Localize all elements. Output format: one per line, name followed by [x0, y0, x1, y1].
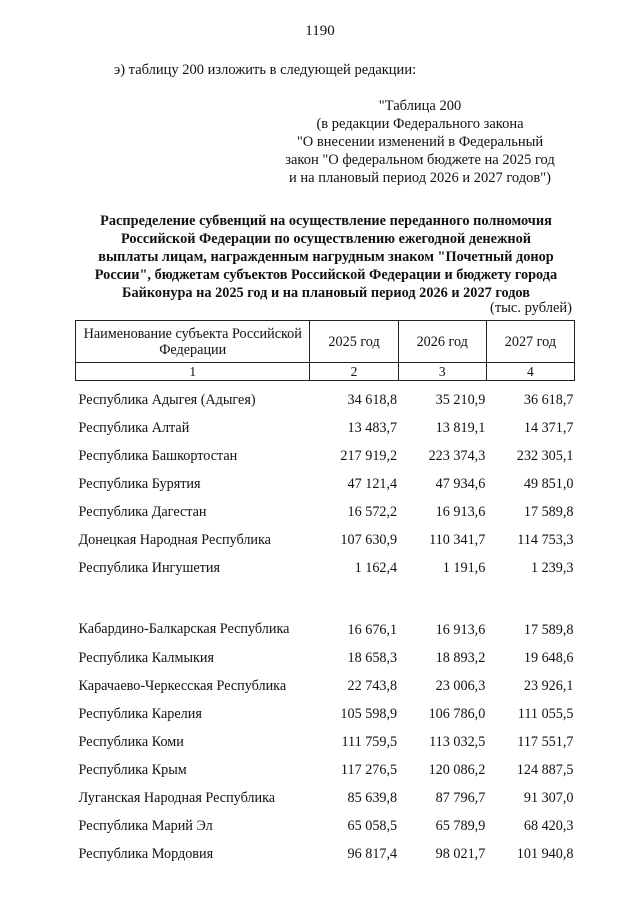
amount-cell: 16 676,1	[347, 622, 398, 638]
title-line: Российской Федерации по осуществлению ежегодной денежной	[120, 231, 532, 247]
region-name-cell: Республика Марий Эл	[78, 818, 213, 834]
table-header-row	[76, 321, 575, 363]
annex-line: "О внесении изменений в Федеральный	[296, 134, 544, 150]
table-row	[76, 554, 575, 582]
title-line: Распределение субвенций на осуществление переданного полномочия	[100, 213, 552, 229]
region-name-cell: Донецкая Народная Республика	[78, 532, 271, 548]
amount-cell: 1 162,4	[354, 560, 398, 576]
amount-cell: 1 191,6	[442, 560, 486, 576]
amount-cell: 106 786,0	[428, 706, 486, 722]
instruction-text: э) таблицу 200 изложить в следующей редакции:	[114, 62, 417, 78]
amount-cell: 96 817,4	[347, 846, 398, 862]
table-row	[76, 812, 575, 840]
amount-cell: 117 276,5	[340, 762, 398, 778]
table-row	[76, 644, 575, 672]
page-number: 1190	[305, 23, 335, 39]
table-row	[76, 672, 575, 700]
amount-cell: 16 913,6	[435, 504, 486, 520]
amount-cell: 13 819,1	[435, 420, 486, 436]
amount-cell: 23 926,1	[523, 678, 574, 694]
region-name-cell: Республика Карелия	[78, 706, 202, 722]
amount-cell: 87 796,7	[435, 790, 486, 806]
region-name-cell: Республика Башкортостан	[78, 448, 238, 464]
amount-cell: 223 374,3	[428, 448, 486, 464]
table-row	[76, 840, 575, 868]
amount-cell: 18 658,3	[347, 650, 398, 666]
table-row	[76, 414, 575, 442]
amount-cell: 105 598,9	[340, 706, 398, 722]
table-row	[76, 526, 575, 554]
header-2027: 2027 год	[486, 321, 574, 363]
amount-cell: 65 058,5	[347, 818, 398, 834]
column-number: 3	[398, 363, 486, 381]
header-2025: 2025 год	[310, 321, 398, 363]
table-row	[76, 442, 575, 470]
title-line: Байконура на 2025 год и на плановый период 2026 и 2027 годов	[122, 285, 530, 301]
header-region: Наименование субъекта Российской Федерации	[76, 321, 310, 363]
region-name-cell: Республика Крым	[78, 762, 187, 778]
table-row	[76, 700, 575, 728]
amount-cell: 110 341,7	[429, 532, 486, 548]
amount-cell: 17 589,8	[523, 504, 574, 520]
table-row	[76, 756, 575, 784]
amount-cell: 117 551,7	[517, 734, 574, 750]
region-name-cell: Республика Бурятия	[78, 476, 201, 492]
amount-cell: 14 371,7	[523, 420, 574, 436]
table-row	[76, 470, 575, 498]
amount-cell: 49 851,0	[523, 476, 574, 492]
amount-cell: 68 420,3	[523, 818, 574, 834]
amount-cell: 85 639,8	[347, 790, 398, 806]
annex-line: "Таблица 200	[378, 98, 462, 114]
table-row	[76, 498, 575, 526]
column-number-row	[76, 363, 575, 381]
region-name-cell: Кабардино-Балкарская Республика	[78, 621, 290, 637]
region-name-cell: Республика Адыгея (Адыгея)	[78, 392, 256, 408]
amount-cell: 47 121,4	[347, 476, 398, 492]
amount-cell: 13 483,7	[347, 420, 398, 436]
title-line: России", бюджетам субъектов Российской Федерации и бюджету города	[94, 267, 558, 283]
region-name-cell: Республика Дагестан	[78, 504, 207, 520]
amount-cell: 111 055,5	[517, 706, 574, 722]
amount-cell: 23 006,3	[435, 678, 486, 694]
column-number: 2	[310, 363, 398, 381]
amount-cell: 107 630,9	[340, 532, 398, 548]
column-number: 4	[486, 363, 574, 381]
table-body	[76, 381, 575, 869]
amount-cell: 47 934,6	[435, 476, 486, 492]
table-row	[76, 381, 575, 415]
region-name-cell: Республика Алтай	[78, 420, 190, 436]
document-title	[60, 212, 592, 302]
amount-cell: 36 618,7	[523, 392, 574, 408]
amount-cell: 124 887,5	[516, 762, 574, 778]
annex-heading	[270, 97, 570, 187]
amount-cell: 18 893,2	[435, 650, 486, 666]
subventions-table	[75, 320, 575, 868]
amount-cell: 113 032,5	[429, 734, 486, 750]
annex-line: и на плановый период 2026 и 2027 годов")	[289, 170, 551, 186]
amount-cell: 101 940,8	[516, 846, 574, 862]
column-number: 1	[76, 363, 310, 381]
table-row	[76, 784, 575, 812]
table-row	[76, 728, 575, 756]
units-label: (тыс. рублей)	[490, 300, 572, 316]
region-name-cell: Республика Калмыкия	[78, 650, 215, 666]
annex-line: (в редакции Федерального закона	[316, 116, 524, 132]
region-name-cell: Луганская Народная Республика	[78, 790, 276, 806]
amount-cell: 217 919,2	[340, 448, 398, 464]
amount-cell: 17 589,8	[523, 622, 574, 638]
amount-cell: 16 572,2	[347, 504, 398, 520]
amount-cell: 98 021,7	[435, 846, 486, 862]
amount-cell: 91 307,0	[523, 790, 574, 806]
amount-cell: 65 789,9	[435, 818, 486, 834]
amount-cell: 22 743,8	[347, 678, 398, 694]
region-name-cell: Республика Мордовия	[78, 846, 214, 862]
amount-cell: 114 753,3	[517, 532, 574, 548]
annex-line: закон "О федеральном бюджете на 2025 год	[285, 152, 555, 168]
region-name-cell: Республика Коми	[78, 734, 184, 750]
amount-cell: 111 759,5	[341, 734, 398, 750]
amount-cell: 35 210,9	[435, 392, 486, 408]
table-row	[76, 582, 575, 644]
title-line: выплаты лицам, награжденным нагрудным знаком "Почетный донор	[98, 249, 554, 265]
amount-cell: 120 086,2	[428, 762, 486, 778]
header-2026: 2026 год	[398, 321, 486, 363]
amount-cell: 1 239,3	[530, 560, 574, 576]
region-name-cell: Карачаево-Черкесская Республика	[78, 678, 287, 694]
amount-cell: 19 648,6	[523, 650, 574, 666]
amount-cell: 232 305,1	[516, 448, 574, 464]
region-name-cell: Республика Ингушетия	[78, 560, 221, 576]
amount-cell: 34 618,8	[347, 392, 398, 408]
amount-cell: 16 913,6	[435, 622, 486, 638]
